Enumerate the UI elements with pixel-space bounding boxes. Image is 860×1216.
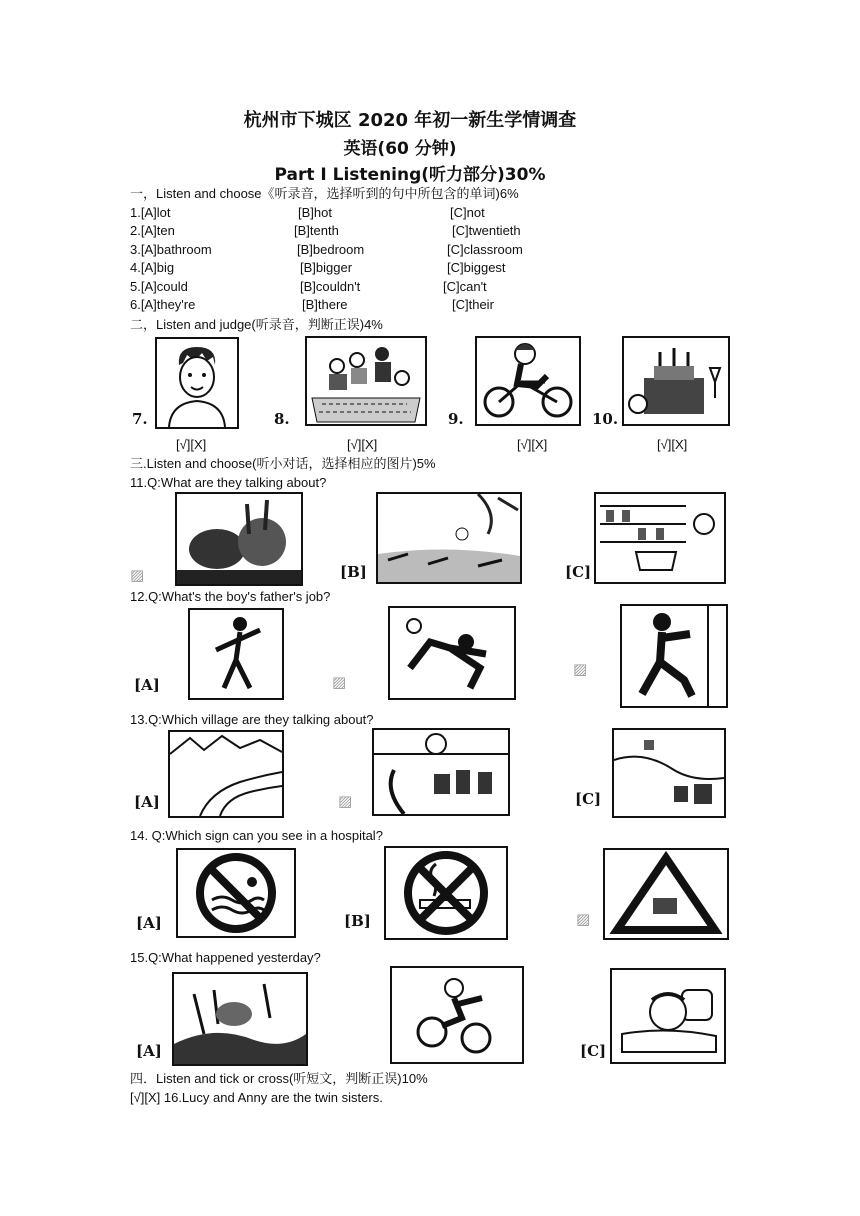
q4-option-a: 4.[A]big	[130, 260, 175, 275]
q2-option-b: [B]tenth	[294, 223, 339, 238]
section1-heading: 一，Listen and choose《听录音，选择听到的句中所包含的单词)6%	[130, 186, 519, 201]
baseball-picture	[622, 606, 726, 706]
q4-option-b: [B]bigger	[300, 260, 353, 275]
q8-number: 8.	[274, 410, 290, 428]
bicycle-illustration	[477, 338, 579, 424]
park-picture	[378, 494, 520, 582]
q11-question: 11.Q:What are they talking about?	[130, 475, 327, 490]
q6-option-a: 6.[A]they're	[130, 297, 196, 312]
q15-picture-b[interactable]	[390, 966, 524, 1064]
q12-label-a: [A]	[134, 676, 160, 694]
q14-picture-b[interactable]	[384, 846, 508, 940]
q6-option-c: [C]their	[452, 297, 494, 312]
q10-number: 10.	[592, 410, 619, 428]
q11-picture-c[interactable]	[594, 492, 726, 584]
sick-boy-picture	[612, 970, 724, 1062]
q1-option-c: [C]not	[450, 205, 485, 220]
q11-label-c: [C]	[565, 563, 592, 581]
no-smoking-sign-icon	[386, 848, 506, 938]
q1-option-a: 1.[A]lot	[130, 205, 171, 220]
q14-picture-c[interactable]	[603, 848, 729, 940]
q9-picture-cyclist	[475, 336, 581, 426]
q12-picture-c[interactable]	[620, 604, 728, 708]
q2-option-c: [C]twentieth	[452, 223, 521, 238]
page-title: 杭州市下城区 2020 年初一新生学情调查	[243, 110, 577, 131]
q7-judge-marks[interactable]: [√][X]	[176, 437, 207, 452]
football-picture	[390, 608, 514, 698]
q8-judge-marks[interactable]: [√][X]	[347, 437, 378, 452]
storm-picture	[174, 974, 306, 1064]
river-picture	[170, 732, 282, 816]
q8-picture-picnic	[305, 336, 427, 426]
q12-picture-b[interactable]	[388, 606, 516, 700]
q13-picture-c[interactable]	[612, 728, 726, 818]
q7-picture-boy	[155, 337, 239, 429]
q1-option-b: [B]hot	[298, 205, 332, 220]
supermarket-picture	[596, 494, 724, 582]
animals-picture	[177, 494, 301, 584]
q3-option-c: [C]classroom	[447, 242, 523, 257]
q14-question: 14. Q:Which sign can you see in a hospital?	[130, 828, 383, 843]
q15-label-c: [C]	[580, 1042, 607, 1060]
q6-option-b: [B]there	[302, 297, 348, 312]
village-picture	[374, 730, 508, 814]
q14-label-b: [B]	[344, 912, 371, 930]
q13-question: 13.Q:Which village are they talking about?	[130, 712, 374, 727]
q13-label-c: [C]	[575, 790, 602, 808]
q9-number: 9.	[448, 410, 464, 428]
q15-picture-c[interactable]	[610, 968, 726, 1064]
q12-picture-a[interactable]	[188, 608, 284, 700]
q9-judge-marks[interactable]: [√][X]	[517, 437, 548, 452]
q15-picture-a[interactable]	[172, 972, 308, 1066]
q2-option-a: 2.[A]ten	[130, 223, 175, 238]
bike-accident-picture	[392, 968, 522, 1062]
no-swimming-sign-icon	[178, 850, 294, 936]
q13-label-a: [A]	[134, 793, 160, 811]
birthday-cake-illustration	[624, 338, 728, 424]
q10-judge-marks[interactable]: [√][X]	[657, 437, 688, 452]
q14-picture-a[interactable]	[176, 848, 296, 938]
q12-label-b: ▨	[332, 673, 347, 691]
section3-heading: 三.Listen and choose(听小对话，选择相应的图片)5%	[130, 456, 436, 471]
q3-option-a: 3.[A]bathroom	[130, 242, 212, 257]
section4-heading: 四．Listen and tick or cross(听短文，判断正误)10%	[130, 1071, 428, 1086]
q14-label-a: [A]	[136, 914, 162, 932]
q14-label-c: ▨	[576, 910, 591, 928]
q13-picture-a[interactable]	[168, 730, 284, 818]
table-tennis-picture	[190, 610, 282, 698]
q15-question: 15.Q:What happened yesterday?	[130, 950, 321, 965]
q11-picture-a[interactable]	[175, 492, 303, 586]
q10-picture-birthday	[622, 336, 730, 426]
q11-label-a: ▨	[130, 566, 145, 584]
q5-option-c: [C]can't	[443, 279, 487, 294]
q13-picture-b[interactable]	[372, 728, 510, 816]
page-subtitle: 英语(60 分钟)	[343, 139, 457, 159]
q11-picture-b[interactable]	[376, 492, 522, 584]
q16-statement: [√][X] 16.Lucy and Anny are the twin sisters.	[130, 1090, 383, 1105]
boy-illustration	[157, 339, 237, 427]
part-title: Part I Listening(听力部分)30%	[274, 165, 546, 185]
q12-question: 12.Q:What's the boy's father's job?	[130, 589, 331, 604]
q15-label-a: [A]	[136, 1042, 162, 1060]
q4-option-c: [C]biggest	[447, 260, 506, 275]
q12-label-c: ▨	[573, 660, 588, 678]
q3-option-b: [B]bedroom	[297, 242, 365, 257]
town-picture	[614, 730, 724, 816]
section2-heading: 二，Listen and judge(听录音，判断正误)4%	[130, 317, 383, 332]
picnic-illustration	[307, 338, 425, 424]
q5-option-b: [B]couldn't	[300, 279, 361, 294]
q13-label-b: ▨	[338, 792, 353, 810]
q7-number: 7.	[132, 410, 148, 428]
q5-option-a: 5.[A]could	[130, 279, 188, 294]
warning-sign-icon	[605, 850, 727, 938]
q11-label-b: [B]	[340, 563, 367, 581]
